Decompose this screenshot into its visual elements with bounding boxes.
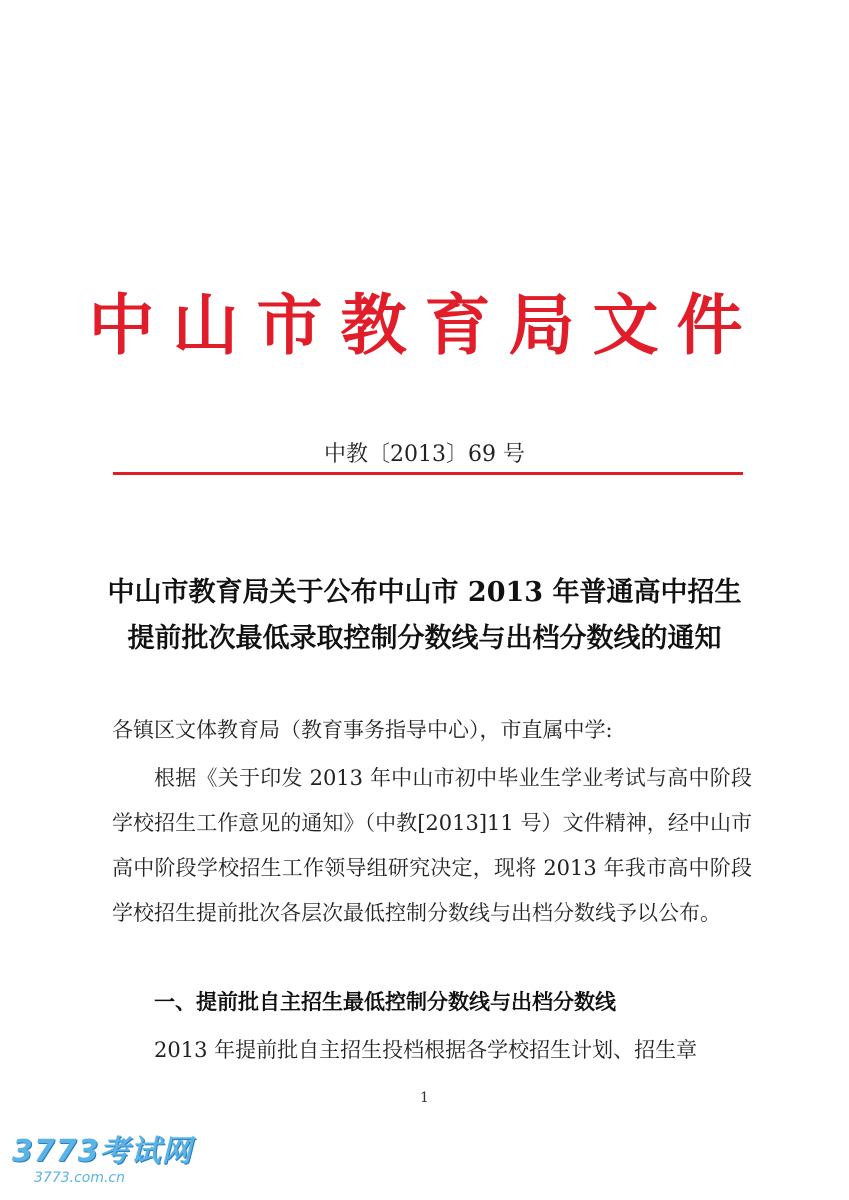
watermark-url-text: 3773.com.cn xyxy=(34,1170,125,1186)
page-number: 1 xyxy=(420,1090,429,1106)
salutation: 各镇区文体教育局（教育事务指导中心），市直属中学: xyxy=(112,718,613,742)
notice-title-line-2: 提前批次最低录取控制分数线与出档分数线的通知 xyxy=(127,623,722,654)
site-watermark-logo xyxy=(12,1135,212,1195)
body-paragraph-1: 根据《关于印发 2013 年中山市初中毕业生学业考试与高中阶段学校招生工作意见的通知》（中教[2013]11 号）文件精神，经中山市高中阶段学校招生工作领导组研究决定，现将 2013 年我市高中阶段学校招生提前批次各层次最低控制分数线与出档分数线予以公布。 xyxy=(112,766,752,925)
document-number: 中教〔2013〕69 号 xyxy=(324,442,525,467)
header-divider xyxy=(113,472,743,475)
section-1-heading: 一、提前批自主招生最低控制分数线与出档分数线 xyxy=(154,990,616,1014)
watermark-main-text: 3773考试网 xyxy=(12,1134,193,1169)
notice-title xyxy=(60,570,789,662)
document-header-title: 中山市教育局文件 xyxy=(88,286,761,364)
body-paragraph-2: 2013 年提前批自主招生投档根据各学校招生计划、招生章 xyxy=(154,1038,698,1062)
notice-title-line-1: 中山市教育局关于公布中山市 2013 年普通高中招生 xyxy=(107,577,742,608)
